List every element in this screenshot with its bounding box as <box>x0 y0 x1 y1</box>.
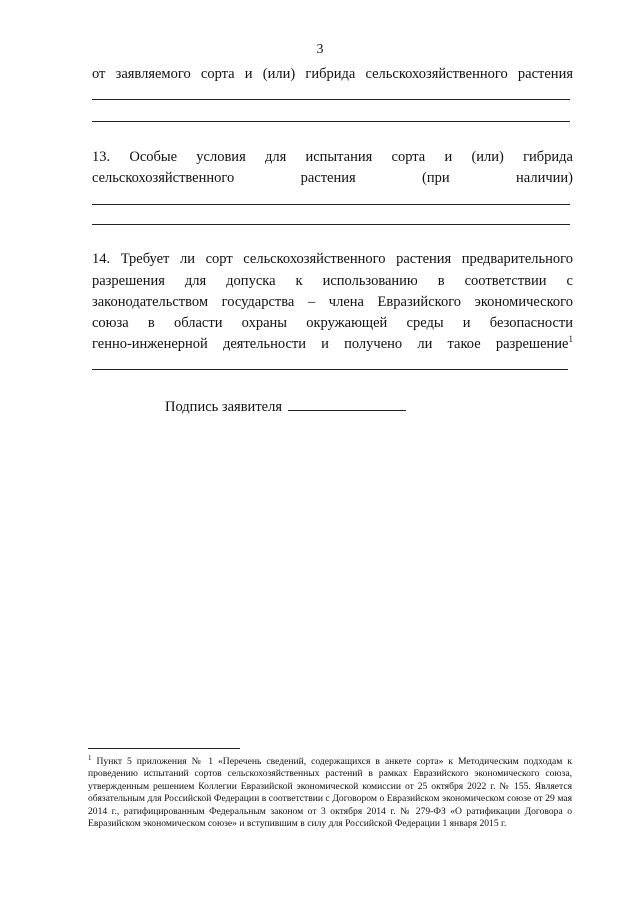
signature-line <box>288 396 406 411</box>
item-14-line-1: 14. Требует ли сорт сельскохозяйственного растения предварительного <box>92 251 573 267</box>
footnote-marker: 1 <box>88 753 92 762</box>
blank-line <box>92 99 570 100</box>
blank-line <box>92 224 570 225</box>
blank-line <box>92 369 568 370</box>
footnote <box>88 753 572 830</box>
intro-line: от заявляемого сорта и (или) гибрида сельскохозяйственного растения <box>92 66 573 82</box>
item-14-line-5 <box>92 334 573 354</box>
blank-line <box>92 204 570 205</box>
item-14-line-4: союза в области охраны окружающей среды и безопасности <box>92 315 573 331</box>
blank-line <box>92 121 570 122</box>
footnote-separator <box>88 748 240 749</box>
footnote-text: Пункт 5 приложения № 1 «Перечень сведений, содержащихся в анкете сорта» к Методическим подходам к проведению испытаний сортов сельскохозяйственных растений в рамках Евразийского экономического союза, утвержденным решением Коллегии Евразийской экономической комиссии от 25 октября 2022 г. № 155. Является обязательным для Российской Федерации в соответствии с Договором о Евразийском экономическом союзе от 29 мая 2014 г., ратифицированным Федеральным законом от 3 октября 2014 г. № 279-ФЗ «О ратификации Договора о Евразийском экономическом союзе» и вступившим в силу для Российской Федерации 1 января 2015 г. <box>88 756 572 830</box>
footnote-reference: 1 <box>568 334 573 345</box>
page-number: 3 <box>316 42 324 57</box>
signature-block <box>165 396 406 416</box>
item-13-line-2: сельскохозяйственного растения (при наличии) <box>92 170 573 186</box>
item-14-line-5-text: генно-инженерной деятельности и получено ли такое разрешение <box>92 336 569 352</box>
item-14-line-3: законодательством государства – члена Евразийского экономического <box>92 294 573 310</box>
item-14-line-2: разрешения для допуска к использованию в соответствии с <box>92 273 573 289</box>
item-13-line-1: 13. Особые условия для испытания сорта и (или) гибрида <box>92 149 573 165</box>
signature-label: Подпись заявителя <box>165 399 282 415</box>
